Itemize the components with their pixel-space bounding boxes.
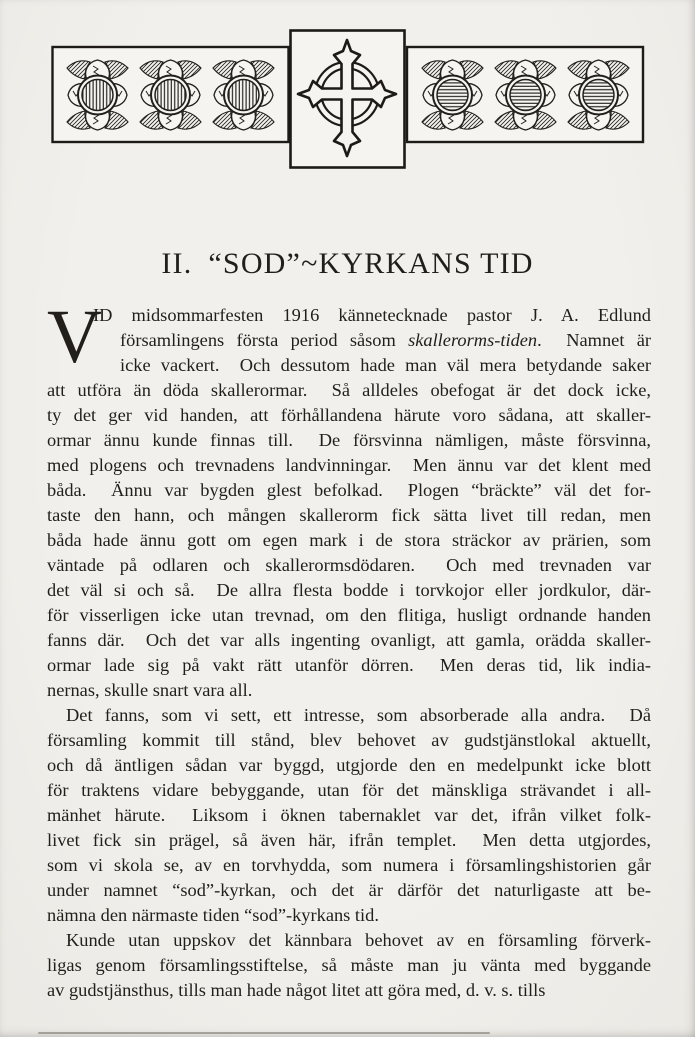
text-line: för visserligen icke utan trevnad, om den flitiga, husligt ordnande handen — [47, 605, 651, 625]
floral-rosette-icon — [67, 60, 274, 130]
text-line: ID midsommarfesten 1916 kännetecknade pastor J. A. Edlund — [93, 305, 651, 325]
chapter-title — [0, 247, 695, 281]
text-line: mänhet härute. Liksom i öknen tabernaklet var det, ifrån vilket folk- — [47, 805, 651, 825]
chapter-head-ornament — [0, 0, 695, 180]
chapter-title-text: “SOD”~KYRKANS TID — [208, 247, 534, 280]
text-line: ormar ännu kunde finnas till. De försvinna nämligen, måste försvinna, — [47, 430, 651, 450]
paragraph — [47, 295, 651, 703]
left-ornament-band — [53, 47, 289, 142]
floral-rosette-icon — [422, 60, 629, 130]
body-text — [47, 295, 651, 1003]
text-line: församlingens första period såsom skallerorms-tiden. Namnet är — [120, 330, 651, 350]
text-line: fanns där. Och det var alls ingenting ovanligt, att gamla, orädda skaller- — [47, 630, 651, 650]
text-line: Kunde utan uppskov det kännbara behovet av en församling förverk- — [66, 930, 651, 950]
text-line: ty det ger vid handen, att förhållandena härute voro sådana, att skaller- — [47, 405, 651, 425]
text-line: nämna den närmaste tiden “sod”-kyrkans tid. — [47, 905, 379, 925]
paragraph — [47, 703, 651, 928]
budded-cross-icon — [291, 31, 405, 168]
paragraph — [47, 928, 651, 1003]
text-line: Det fanns, som vi sett, ett intresse, som absorberade alla andra. Då — [66, 705, 651, 725]
chapter-numeral: II. — [161, 247, 193, 280]
text-line: av gudstjänsthus, tills man hade något litet att göra med, d. v. s. tills — [47, 980, 546, 1000]
right-ornament-band — [407, 47, 643, 142]
text-line: livet fick sin prägel, så även här, ifrån templet. Men detta utgjordes, — [47, 830, 651, 850]
text-line: för traktens vidare bebyggande, utan för det mänskliga strävandet i all- — [47, 780, 651, 800]
text-line: ormar lade sig på vakt rätt utanför dörren. Men deras tid, lik india- — [47, 655, 651, 675]
text-line: båda. Ännu var bygden glest befolkad. Plogen “bräckte” väl det for- — [47, 480, 651, 500]
drop-cap: V — [47, 295, 102, 379]
text-line: båda hade ännu gott om egen mark i de stora sträckor av prärien, som — [47, 530, 651, 550]
text-line: som vi skola se, av en torvhydda, som numera i församlingshistorien går — [47, 855, 651, 875]
text-line: församling kommit till stånd, blev behovet av gudstjänstlokal aktuellt, — [47, 730, 651, 750]
text-line: med plogens och trevnadens landvinningar. Men ännu var det klent med — [47, 455, 651, 475]
text-line: taste den hann, och mången skallerorm fick sätta livet till redan, men — [47, 505, 651, 525]
text-line: under namnet “sod”-kyrkan, och det är därför det naturligaste att be- — [47, 880, 651, 900]
text-line: väntade på odlaren och skallerormsdödaren. Och med trevnaden var — [47, 555, 651, 575]
text-line: nernas, skulle snart vara all. — [47, 680, 253, 700]
text-line: och då äntligen sådan var byggd, utgjorde den en medelpunkt icke blott — [47, 755, 651, 775]
scan-edge-artifact — [38, 1032, 490, 1034]
text-line: ligas genom församlingsstiftelse, så måste man ju vänta med byggande — [47, 955, 651, 975]
text-line: det väl si och så. De allra flesta bodde i torvkojor eller jordkulor, där- — [47, 580, 651, 600]
text-line: icke vackert. Och dessutom hade man väl mera betydande saker — [120, 355, 651, 375]
text-line: att utföra än döda skallerormar. Så alldeles obefogat är det dock icke, — [47, 380, 651, 400]
